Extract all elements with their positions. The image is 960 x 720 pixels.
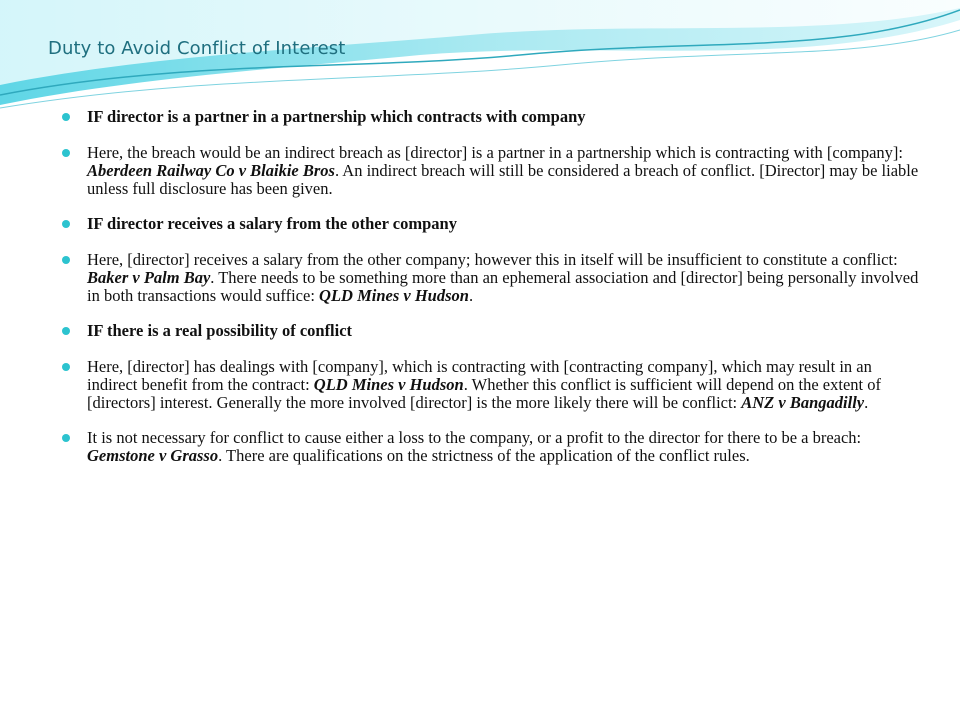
body-text: Here, [director] receives a salary from the other company; however this in itself will be insufficient to constitute a conflict: Baker v Palm Bay. There needs to be something more than an ephemeral association and [director] being personally involved in both transactions would suffice: QLD Mines v Hudson.: [87, 249, 919, 305]
list-item: [62, 429, 922, 465]
case-citation: Aberdeen Railway Co v Blaikie Bros: [87, 160, 335, 180]
list-item: [62, 215, 922, 233]
bullet-icon: [62, 149, 70, 157]
case-citation: Gemstone v Grasso: [87, 446, 219, 465]
case-citation: QLD Mines v Hudson: [319, 285, 469, 305]
bullet-list: [62, 108, 922, 483]
case-citation: Baker v Palm Bay: [87, 267, 211, 287]
bullet-icon: [62, 327, 70, 335]
bullet-icon: [62, 256, 70, 264]
bullet-icon: [62, 434, 70, 442]
heading-text: IF director receives a salary from the other company: [87, 214, 457, 233]
list-item: [62, 251, 922, 305]
case-citation: ANZ v Bangadilly: [741, 392, 865, 412]
bullet-icon: [62, 363, 70, 371]
bullet-icon: [62, 113, 70, 121]
list-item: [62, 144, 922, 198]
list-item: [62, 108, 922, 126]
list-item: [62, 358, 922, 412]
case-citation: QLD Mines v Hudson: [313, 374, 464, 394]
body-text: Here, [director] has dealings with [company], which is contracting with [contracting company], which may result in an indirect benefit from the contract: QLD Mines v Hudson. Whether this conflict is sufficient will depend on the extent of [directors] interest. Generally the more involved [director] is the more likely there will be conflict: ANZ v Bangadilly.: [87, 356, 881, 412]
body-text: It is not necessary for conflict to cause either a loss to the company, or a profit to the director for there to be a breach: Gemstone v Grasso. There are qualifications on the strictness of the application of the conflict rules.: [87, 428, 862, 465]
slide-title: Duty to Avoid Conflict of Interest: [48, 38, 346, 59]
body-text: Here, the breach would be an indirect breach as [director] is a partner in a partnership which is contracting with [company]: Aberdeen Railway Co v Blaikie Bros. An indirect breach will still be considered a breach of conflict. [Director] may be liable unless full disclosure has been given.: [87, 142, 919, 198]
list-item: [62, 322, 922, 340]
heading-text: IF director is a partner in a partnership which contracts with company: [87, 107, 586, 126]
heading-text: IF there is a real possibility of conflict: [87, 321, 353, 340]
bullet-icon: [62, 220, 70, 228]
